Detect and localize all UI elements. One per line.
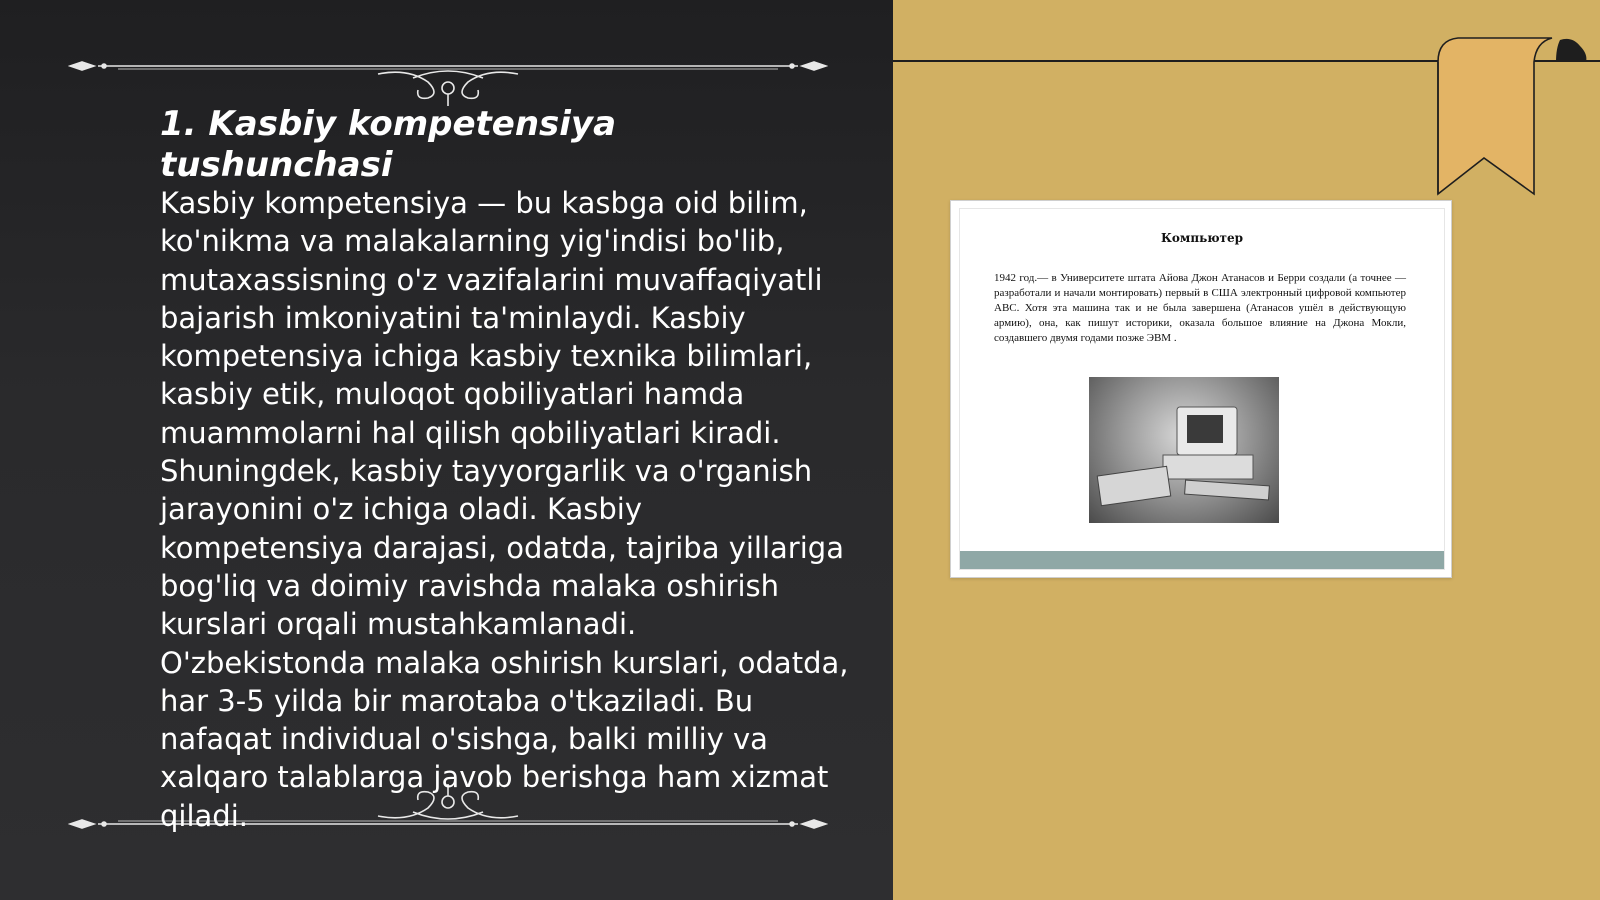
computer-photo bbox=[1089, 377, 1279, 523]
embedded-slide-text: 1942 год.— в Университете штата Айова Джон Атанасов и Берри создали (а точнее — разработали и начали монтировать) первый в США электронный цифровой компьютер ABC. Хотя эта машина так и не была завершена (Атанасов ушёл в действующую армию), она, как пишут историки, оказала большое влияние на Джона Мокли, создавшего двумя годами позже ЭВМ . bbox=[994, 272, 1406, 344]
bookmark-icon bbox=[1432, 34, 1588, 198]
top-ornament bbox=[68, 48, 828, 108]
embedded-slide-title: Компьютер bbox=[1160, 231, 1244, 245]
computer-icon bbox=[1089, 377, 1279, 523]
embedded-slide-inner bbox=[959, 208, 1445, 570]
slide-body-text: Kasbiy kompetensiya — bu kasbga oid bilim, ko'nikma va malakalarning yig'indisi bo'lib, mutaxassisning o'z vazifalarini muvaffaqiyatli bajarish imkoniyatini ta'minlaydi. Kasbiy kompetensiya ichiga kasbiy texnika bilimlari, kasbiy etik, muloqot qobiliyatlari hamda muammolarni hal qilish qobiliyatlari kiradi. Shuningdek, kasbiy tayyorgarlik va o'rganish jarayonini o'z ichiga oladi. Kasbiy kompetensiya darajasi, odatda, tajriba yillariga bog'liq va doimiy ravishda malaka oshirish kurslari orqali mustahkamlanadi. O'zbekistonda malaka oshirish kurslari, odatda, har 3-5 yilda bir marotaba o'tkaziladi. Bu nafaqat individual o'sishga, balki milliy va xalqaro talablarga javob berishga ham xizmat qiladi. bbox=[160, 186, 849, 833]
slide-title: 1. Kasbiy kompetensiya tushunchasi bbox=[160, 104, 617, 185]
embedded-slide-image bbox=[950, 200, 1452, 578]
embedded-slide-footer-bar bbox=[960, 551, 1444, 569]
